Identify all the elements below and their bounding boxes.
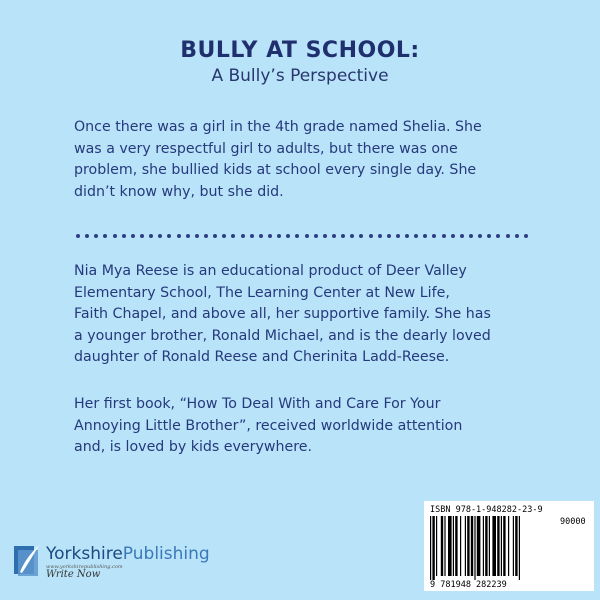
barcode-bar bbox=[460, 516, 461, 576]
first-book-line: Her first book, “How To Deal With and Care For Your bbox=[74, 396, 441, 412]
bio-line: Nia Mya Reese is an educational product of Deer Valley bbox=[74, 263, 467, 279]
first-book-paragraph bbox=[74, 394, 534, 459]
barcode-bar bbox=[465, 516, 466, 576]
synopsis-line: was a very respectful girl to adults, but there was one bbox=[74, 140, 458, 157]
price-code: 90000 bbox=[560, 517, 586, 527]
divider-dot bbox=[496, 234, 500, 238]
divider-dot bbox=[259, 234, 263, 238]
barcode-bar bbox=[436, 516, 437, 576]
divider-dot bbox=[524, 234, 528, 238]
barcode-bar bbox=[430, 516, 431, 580]
divider-dot bbox=[432, 234, 436, 238]
isbn-label: ISBN 978-1-948282-23-9 bbox=[430, 505, 543, 515]
divider-dot bbox=[222, 234, 226, 238]
divider-dot bbox=[305, 234, 309, 238]
divider-dot bbox=[204, 234, 208, 238]
barcode-bar bbox=[467, 516, 469, 576]
divider-dot bbox=[167, 234, 171, 238]
divider-dot bbox=[387, 234, 391, 238]
divider-dot bbox=[140, 234, 144, 238]
divider-dot bbox=[478, 234, 482, 238]
barcode-bar bbox=[485, 516, 487, 576]
divider-dot bbox=[295, 234, 299, 238]
bio-line: Faith Chapel, and above all, her supportive family. She has bbox=[74, 306, 491, 322]
divider-dot bbox=[487, 234, 491, 238]
divider-dot bbox=[350, 234, 354, 238]
divider-dot bbox=[405, 234, 409, 238]
barcode-bar bbox=[455, 516, 457, 576]
barcode-bar bbox=[513, 516, 514, 576]
bio-line: Elementary School, The Learning Center at New Life, bbox=[74, 284, 450, 301]
divider-dot bbox=[423, 234, 427, 238]
barcode-bar bbox=[474, 516, 475, 580]
publisher-name-part2: Publishing bbox=[122, 544, 210, 564]
divider-dot bbox=[414, 234, 418, 238]
divider-dot bbox=[241, 234, 245, 238]
publisher-logo bbox=[12, 542, 232, 582]
book-title: BULLY AT SCHOOL: bbox=[180, 38, 420, 63]
barcode-bar bbox=[432, 516, 434, 580]
divider-dot bbox=[113, 234, 117, 238]
first-book-line: Annoying Little Brother”, received worldwide attention bbox=[74, 417, 463, 434]
barcode-bar bbox=[453, 516, 454, 576]
divider-dot bbox=[286, 234, 290, 238]
dotted-divider bbox=[76, 232, 528, 240]
divider-dot bbox=[451, 234, 455, 238]
divider-dot bbox=[158, 234, 162, 238]
publisher-url: www.yorkshirepublishing.com bbox=[46, 564, 123, 570]
bio-line: daughter of Ronald Reese and Cherinita Ladd-Reese. bbox=[74, 349, 450, 365]
ean-digits: 9 781948 282239 bbox=[430, 580, 507, 590]
divider-dot bbox=[323, 234, 327, 238]
barcode-bar bbox=[441, 516, 443, 576]
barcode-bar bbox=[444, 516, 445, 576]
barcode-bar bbox=[483, 516, 484, 576]
barcode-bar bbox=[508, 516, 509, 576]
barcode-bar bbox=[471, 516, 473, 576]
synopsis-line: problem, she bullied kids at school every single day. She bbox=[74, 162, 477, 178]
barcode-bar bbox=[501, 516, 502, 576]
divider-dot bbox=[396, 234, 400, 238]
divider-dot bbox=[231, 234, 235, 238]
synopsis-line: Once there was a girl in the 4th grade named Shelia. She bbox=[74, 119, 482, 135]
publisher-tagline: Write Now bbox=[46, 569, 101, 580]
ean-barcode-icon bbox=[430, 516, 554, 580]
divider-dot bbox=[149, 234, 153, 238]
divider-dot bbox=[314, 234, 318, 238]
publisher-name-part1: Yorkshire bbox=[46, 544, 123, 564]
bio-line: a younger brother, Ronald Michael, and is the dearly loved bbox=[74, 327, 491, 344]
divider-dot bbox=[460, 234, 464, 238]
barcode-bar bbox=[448, 516, 452, 576]
divider-dot bbox=[186, 234, 190, 238]
divider-dot bbox=[250, 234, 254, 238]
quill-logo-icon bbox=[12, 542, 42, 578]
divider-dot bbox=[177, 234, 181, 238]
divider-dot bbox=[515, 234, 519, 238]
barcode-bar bbox=[492, 516, 496, 576]
divider-dot bbox=[268, 234, 272, 238]
barcode-bar bbox=[477, 516, 481, 576]
divider-dot bbox=[469, 234, 473, 238]
divider-dot bbox=[122, 234, 126, 238]
synopsis-line: didn’t know why, but she did. bbox=[74, 183, 284, 200]
barcode-bar bbox=[515, 516, 517, 576]
divider-dot bbox=[85, 234, 89, 238]
divider-dot bbox=[131, 234, 135, 238]
book-subtitle: A Bully’s Perspective bbox=[211, 66, 389, 86]
synopsis-paragraph bbox=[74, 117, 534, 203]
divider-dot bbox=[195, 234, 199, 238]
divider-dot bbox=[76, 234, 80, 238]
divider-dot bbox=[369, 234, 373, 238]
divider-dot bbox=[341, 234, 345, 238]
divider-dot bbox=[332, 234, 336, 238]
divider-dot bbox=[442, 234, 446, 238]
divider-dot bbox=[359, 234, 363, 238]
isbn-barcode-box bbox=[424, 501, 594, 591]
barcode-bar bbox=[489, 516, 490, 576]
publisher-name bbox=[46, 544, 210, 564]
barcode-bar bbox=[497, 516, 499, 576]
divider-dot bbox=[103, 234, 107, 238]
divider-dot bbox=[213, 234, 217, 238]
divider-dot bbox=[94, 234, 98, 238]
divider-dot bbox=[277, 234, 281, 238]
divider-dot bbox=[506, 234, 510, 238]
first-book-line: and, is loved by kids everywhere. bbox=[74, 439, 312, 455]
divider-dot bbox=[378, 234, 382, 238]
barcode-bar bbox=[503, 516, 505, 576]
barcode-bar bbox=[519, 516, 520, 580]
author-bio-paragraph bbox=[74, 261, 534, 369]
